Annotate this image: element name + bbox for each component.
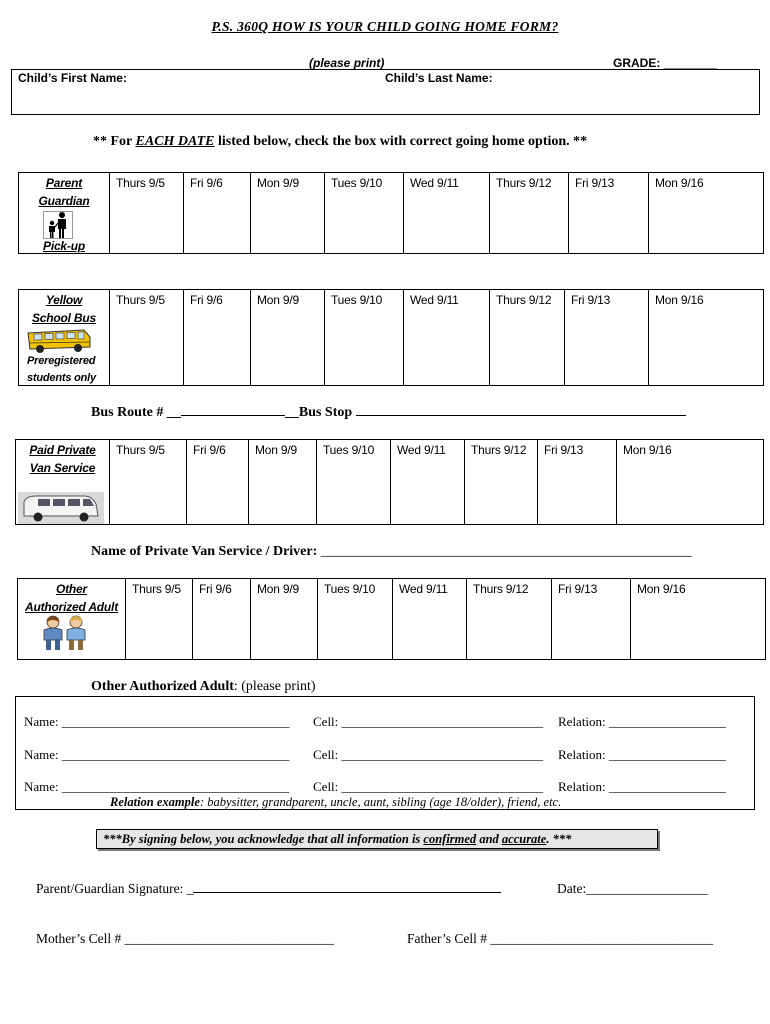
van-label-2: Van Service bbox=[29, 461, 96, 475]
adult-cell-field[interactable]: Cell: _______________________________ bbox=[313, 747, 544, 762]
parent-pickup-row bbox=[18, 172, 764, 254]
date-cell[interactable]: Fri 9/6 bbox=[183, 290, 250, 385]
parent-label-2: Guardian bbox=[38, 194, 90, 208]
ack-and: and bbox=[476, 832, 502, 846]
relation-example bbox=[110, 795, 561, 810]
date-cell[interactable]: Mon 9/16 bbox=[616, 440, 763, 524]
date-cell[interactable]: Thurs 9/5 bbox=[109, 290, 183, 385]
bus-label-1: Yellow bbox=[45, 293, 83, 307]
date-cell[interactable]: Fri 9/13 bbox=[537, 440, 616, 524]
date-cell[interactable]: Fri 9/6 bbox=[183, 173, 250, 253]
date-cell[interactable]: Wed 9/11 bbox=[403, 290, 489, 385]
van-row-header bbox=[16, 440, 109, 524]
other-row-header bbox=[18, 579, 125, 659]
relation-example-label: Relation example bbox=[110, 795, 200, 809]
date-cell[interactable]: Mon 9/9 bbox=[250, 290, 324, 385]
please-print-note: (please print) bbox=[309, 56, 385, 70]
van-driver-label: Name of Private Van Service / Driver: bbox=[91, 544, 318, 559]
date-cell[interactable]: Fri 9/13 bbox=[568, 173, 648, 253]
adult-relation-field[interactable]: Relation: __________________ bbox=[558, 714, 726, 729]
ack-accurate: accurate bbox=[501, 832, 547, 846]
other-adult-row bbox=[17, 578, 766, 660]
van-driver-field[interactable]: _____________________________________________________ bbox=[320, 544, 692, 559]
date-cell[interactable]: Wed 9/11 bbox=[403, 173, 489, 253]
please-print-text: please print bbox=[313, 56, 381, 70]
adult-name-field[interactable]: Name: ___________________________________ bbox=[24, 714, 290, 729]
form-title: P.S. 360Q HOW IS YOUR CHILD GOING HOME FORM? bbox=[211, 19, 559, 34]
other-adult-heading bbox=[91, 679, 316, 695]
instruction-suffix: listed below, check the box with correct going home option. ** bbox=[214, 134, 588, 149]
father-cell-field[interactable]: Father’s Cell # _________________________________ bbox=[407, 931, 714, 946]
parent-child-icon bbox=[43, 211, 73, 239]
parent-row-header bbox=[19, 173, 109, 253]
bus-caption-2: students only bbox=[27, 372, 96, 384]
date-cell[interactable]: Thurs 9/5 bbox=[109, 173, 183, 253]
date-cell[interactable]: Tues 9/10 bbox=[324, 290, 403, 385]
bus-stop-field[interactable] bbox=[356, 415, 686, 416]
other-adult-heading-text: Other Authorized Adult bbox=[91, 679, 234, 694]
date-cell[interactable]: Thurs 9/5 bbox=[109, 440, 186, 524]
date-cell[interactable]: Mon 9/16 bbox=[630, 579, 765, 659]
date-line bbox=[557, 881, 708, 897]
date-cell[interactable]: Thurs 9/5 bbox=[125, 579, 192, 659]
adult-cell-field[interactable]: Cell: _______________________________ bbox=[313, 714, 544, 729]
signature-label: Parent/Guardian Signature: _ bbox=[36, 881, 194, 896]
ack-confirmed: confirmed bbox=[423, 832, 477, 846]
date-cell[interactable]: Thurs 9/12 bbox=[489, 290, 564, 385]
other-adult-heading-suffix: : (please print) bbox=[233, 679, 316, 694]
instruction-prefix: ** For bbox=[93, 134, 136, 149]
date-cell[interactable]: Thurs 9/12 bbox=[489, 173, 568, 253]
signature-line bbox=[36, 881, 501, 897]
date-cell[interactable]: Fri 9/13 bbox=[564, 290, 648, 385]
adult-relation-field[interactable]: Relation: __________________ bbox=[558, 779, 726, 794]
date-cell[interactable]: Fri 9/13 bbox=[551, 579, 630, 659]
ack-suffix: . *** bbox=[546, 832, 572, 846]
parent-label-1: Parent bbox=[45, 176, 83, 190]
ack-prefix: ***By signing below, you acknowledge that all information is bbox=[103, 832, 424, 846]
two-adults-icon bbox=[40, 614, 90, 652]
mother-cell-field[interactable]: Mother’s Cell # _______________________________ bbox=[36, 931, 334, 946]
date-field[interactable]: _________ bbox=[647, 881, 708, 896]
school-bus-icon bbox=[24, 327, 94, 355]
date-cell[interactable]: Wed 9/11 bbox=[390, 440, 464, 524]
date-cell[interactable]: Mon 9/9 bbox=[250, 173, 324, 253]
relation-example-text: : babysitter, grandparent, uncle, aunt, sibling (age 18/older), friend, etc. bbox=[199, 795, 562, 809]
bus-label-2: School Bus bbox=[31, 311, 96, 325]
date-cell[interactable]: Tues 9/10 bbox=[324, 173, 403, 253]
date-cell[interactable]: Wed 9/11 bbox=[392, 579, 466, 659]
date-cell[interactable]: Tues 9/10 bbox=[316, 440, 390, 524]
bus-route-field[interactable] bbox=[181, 415, 285, 416]
van-driver-line bbox=[91, 544, 692, 560]
child-last-name-label: Child’s Last Name: bbox=[385, 71, 493, 85]
private-van-row bbox=[15, 439, 764, 525]
van-label-1: Paid Private bbox=[29, 443, 96, 457]
date-cell[interactable]: Thurs 9/12 bbox=[464, 440, 537, 524]
bus-row-header bbox=[19, 290, 109, 385]
date-cell[interactable]: Mon 9/9 bbox=[250, 579, 317, 659]
signature-field[interactable] bbox=[193, 892, 501, 893]
other-label-1: Other bbox=[55, 582, 87, 596]
date-cell[interactable]: Mon 9/16 bbox=[648, 290, 763, 385]
date-cell[interactable]: Tues 9/10 bbox=[317, 579, 392, 659]
date-cell[interactable]: Thurs 9/12 bbox=[466, 579, 551, 659]
pickup-caption: Pick-up bbox=[43, 239, 85, 253]
other-label-2: Authorized Adult bbox=[24, 600, 118, 614]
bus-caption-1: Preregistered bbox=[27, 355, 96, 367]
bus-stop-label: __Bus Stop bbox=[284, 405, 353, 420]
acknowledgement-box bbox=[96, 829, 658, 849]
date-label[interactable]: Date:_________ bbox=[557, 881, 647, 896]
bus-route-line bbox=[91, 405, 686, 421]
child-first-name-label: Child’s First Name: bbox=[18, 71, 127, 85]
van-icon bbox=[18, 492, 104, 524]
bus-route-label: Bus Route # __ bbox=[91, 405, 181, 420]
grade-field[interactable]: GRADE: ________ bbox=[613, 56, 718, 70]
adult-name-field[interactable]: Name: ___________________________________ bbox=[24, 747, 290, 762]
instruction-line bbox=[93, 134, 587, 150]
adult-cell-field[interactable]: Cell: _______________________________ bbox=[313, 779, 544, 794]
date-cell[interactable]: Fri 9/6 bbox=[192, 579, 250, 659]
school-bus-row bbox=[18, 289, 764, 386]
adult-name-field[interactable]: Name: ___________________________________ bbox=[24, 779, 290, 794]
date-cell[interactable]: Mon 9/16 bbox=[648, 173, 763, 253]
instruction-each-date: EACH DATE bbox=[135, 134, 215, 149]
adult-relation-field[interactable]: Relation: __________________ bbox=[558, 747, 726, 762]
date-cell[interactable]: Fri 9/6 bbox=[186, 440, 248, 524]
date-cell[interactable]: Mon 9/9 bbox=[248, 440, 316, 524]
